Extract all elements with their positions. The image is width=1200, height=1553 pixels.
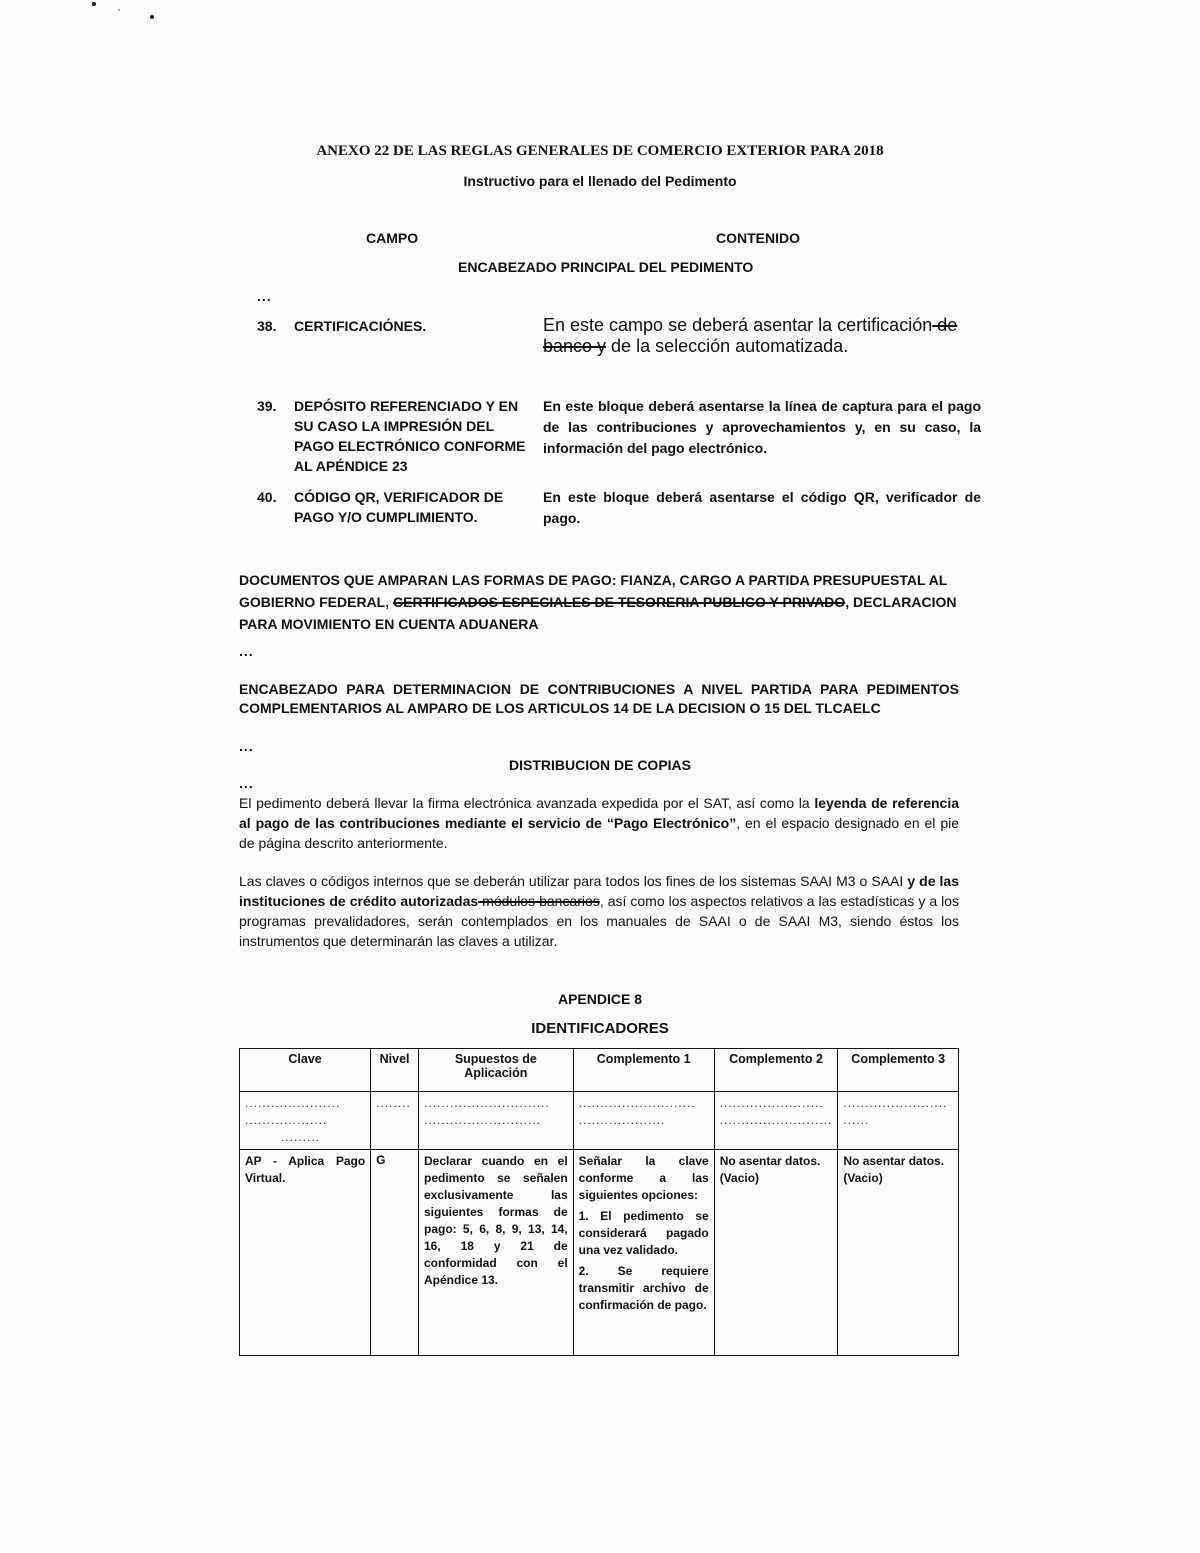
dotted-line: ........................: [719, 1096, 824, 1110]
field-content-text: de la selección automatizada.: [606, 336, 849, 356]
apendice-title: APENDICE 8: [557, 991, 643, 1007]
dotted-line: ......: [843, 1113, 870, 1127]
table-cell: [418, 1092, 573, 1150]
table-cell-supuestos: Declarar cuando en el pedimento se señalen exclusivamente las siguientes formas de pago: 5, 6, 8, 9, 13, 14, 16, 18 y 21 de conformidad con el Apéndice 13.: [418, 1150, 573, 1356]
dotted-line: ......................: [245, 1096, 341, 1110]
paragraph-text: , así como los aspectos relativos a las estadísticas y a los programas prevalidadores, serán contemplados en los manuales de SAAI o de SAAI M3, siendo éstos los instrumentos que determinarán las claves a utilizar.: [239, 893, 960, 949]
table-cell-clave: AP - Aplica Pago Virtual.: [240, 1150, 371, 1356]
column-header-campo: CAMPO: [366, 230, 419, 246]
scan-speck: [118, 9, 120, 11]
table-cell-complemento-3: No asentar datos. (Vacio): [838, 1150, 959, 1356]
table-cell: [573, 1092, 714, 1150]
distribucion-heading: DISTRIBUCION DE COPIAS: [508, 757, 691, 773]
encabezado-partida-heading: ENCABEZADO PARA DETERMINACION DE CONTRIBUCIONES A NIVEL PARTIDA PARA PEDIMENTOS COMPLEMENTARIOS AL AMPARO DE LOS ARTICULOS 14 DE LA DECISION O 15 DEL TLCAELC: [239, 681, 959, 716]
paragraph-text: El pedimento deberá llevar la firma electrónica avanzada expedida por el SAT, así como la: [239, 795, 815, 811]
table-row: [240, 1150, 959, 1356]
document-title: ANEXO 22 DE LAS REGLAS GENERALES DE COMERCIO EXTERIOR PARA 2018: [316, 143, 884, 159]
ellipsis: ...: [239, 775, 254, 791]
table-cell-complemento-2: No asentar datos. (Vacio): [714, 1150, 838, 1356]
field-number: 40.: [257, 489, 277, 505]
ellipsis: ...: [257, 288, 272, 304]
ellipsis: ...: [239, 738, 254, 754]
paragraph-text: , en el espacio designado en el pie de página descrito anteriormente.: [239, 815, 960, 851]
table-header-cell: Complemento 1: [573, 1049, 714, 1092]
field-content: En este bloque deberá asentarse la línea de captura para el pago de las contribuciones y aprovechamientos y, en su caso, la información del pago electrónico.: [543, 398, 981, 456]
table-header-cell: Complemento 2: [714, 1049, 838, 1092]
paragraph-bold-text: y de las instituciones de crédito autorizadas: [239, 873, 959, 909]
document-subtitle: Instructivo para el llenado del Pedimento: [463, 173, 737, 189]
ellipsis: ...: [239, 643, 254, 659]
identificadores-table: [239, 1048, 959, 1356]
documentos-text: DOCUMENTOS QUE AMPARAN LAS FORMAS DE PAGO: FIANZA, CARGO A PARTIDA PRESUPUESTAL AL GOBIERNO FEDERAL,: [239, 572, 948, 610]
field-number: 38.: [257, 318, 277, 334]
table-cell: [371, 1092, 419, 1150]
documentos-text: , DECLARACION PARA MOVIMIENTO EN CUENTA ADUANERA: [239, 594, 957, 632]
column-header-contenido: CONTENIDO: [716, 230, 800, 246]
dotted-line: ........: [376, 1096, 411, 1110]
table-cell: [838, 1092, 959, 1150]
apendice-subtitle: IDENTIFICADORES: [531, 1020, 669, 1037]
struck-text: CERTIFICADOS ESPECIALES DE TESORERIA PUBLICO Y PRIVADO: [393, 594, 846, 610]
documentos-heading: [239, 569, 959, 635]
dotted-line: .............................: [423, 1096, 550, 1110]
table-row-omitted: [240, 1092, 959, 1150]
table-cell-nivel: G: [371, 1150, 419, 1356]
dotted-line: ........................: [843, 1096, 948, 1110]
table-cell: [714, 1092, 838, 1150]
scan-speck: [92, 2, 96, 6]
dotted-line: .........: [281, 1130, 321, 1144]
field-name: DEPÓSITO REFERENCIADO Y EN SU CASO LA IMPRESIÓN DEL PAGO ELECTRÓNICO CONFORME AL APÉNDICE 23: [294, 398, 526, 474]
struck-text: de banco y: [543, 315, 958, 356]
field-content: [543, 315, 981, 357]
dotted-line: ...........................: [423, 1113, 542, 1127]
table-cell: [240, 1092, 371, 1150]
field-name: CERTIFICACIÓNES.: [294, 318, 427, 334]
complemento-option: 1. El pedimento se considerará pagado una vez validado.: [578, 1209, 709, 1257]
dotted-line: ....................: [578, 1113, 666, 1127]
field-content: En este bloque deberá asentarse el código QR, verificador de pago.: [543, 489, 981, 526]
complemento-text: Señalar la clave conforme a las siguientes opciones:: [578, 1154, 709, 1202]
dotted-line: ...................: [245, 1113, 328, 1127]
scan-speck: [150, 15, 154, 19]
field-content-text: En este campo se deberá asentar la certificación: [543, 315, 933, 335]
table-header-cell: Nivel: [371, 1049, 419, 1092]
paragraph-bold-text: leyenda de referencia al pago de las contribuciones mediante el servicio de “Pago Electrónico”: [239, 795, 960, 831]
table-header-cell: Clave: [240, 1049, 371, 1092]
table-header-row: [240, 1049, 959, 1092]
paragraph-claves: [239, 871, 959, 951]
table-header-cell: Complemento 3: [838, 1049, 959, 1092]
field-number: 39.: [257, 398, 277, 414]
dotted-line: ...........................: [578, 1096, 696, 1110]
dotted-line: ..........................: [719, 1113, 833, 1127]
paragraph-firma: [239, 793, 959, 853]
field-name: CÓDIGO QR, VERIFICADOR DE PAGO Y/O CUMPLIMIENTO.: [294, 489, 504, 525]
table-cell-complemento-1: [573, 1150, 714, 1356]
table-header-cell: Supuestos de Aplicación: [418, 1049, 573, 1092]
section-heading: ENCABEZADO PRINCIPAL DEL PEDIMENTO: [458, 259, 754, 275]
complemento-option: 2. Se requiere transmitir archivo de confirmación de pago.: [578, 1264, 709, 1312]
struck-text: módulos bancarios: [478, 893, 600, 909]
paragraph-text: Las claves o códigos internos que se deberán utilizar para todos los fines de los sistemas SAAI M3 o SAAI: [239, 873, 908, 889]
